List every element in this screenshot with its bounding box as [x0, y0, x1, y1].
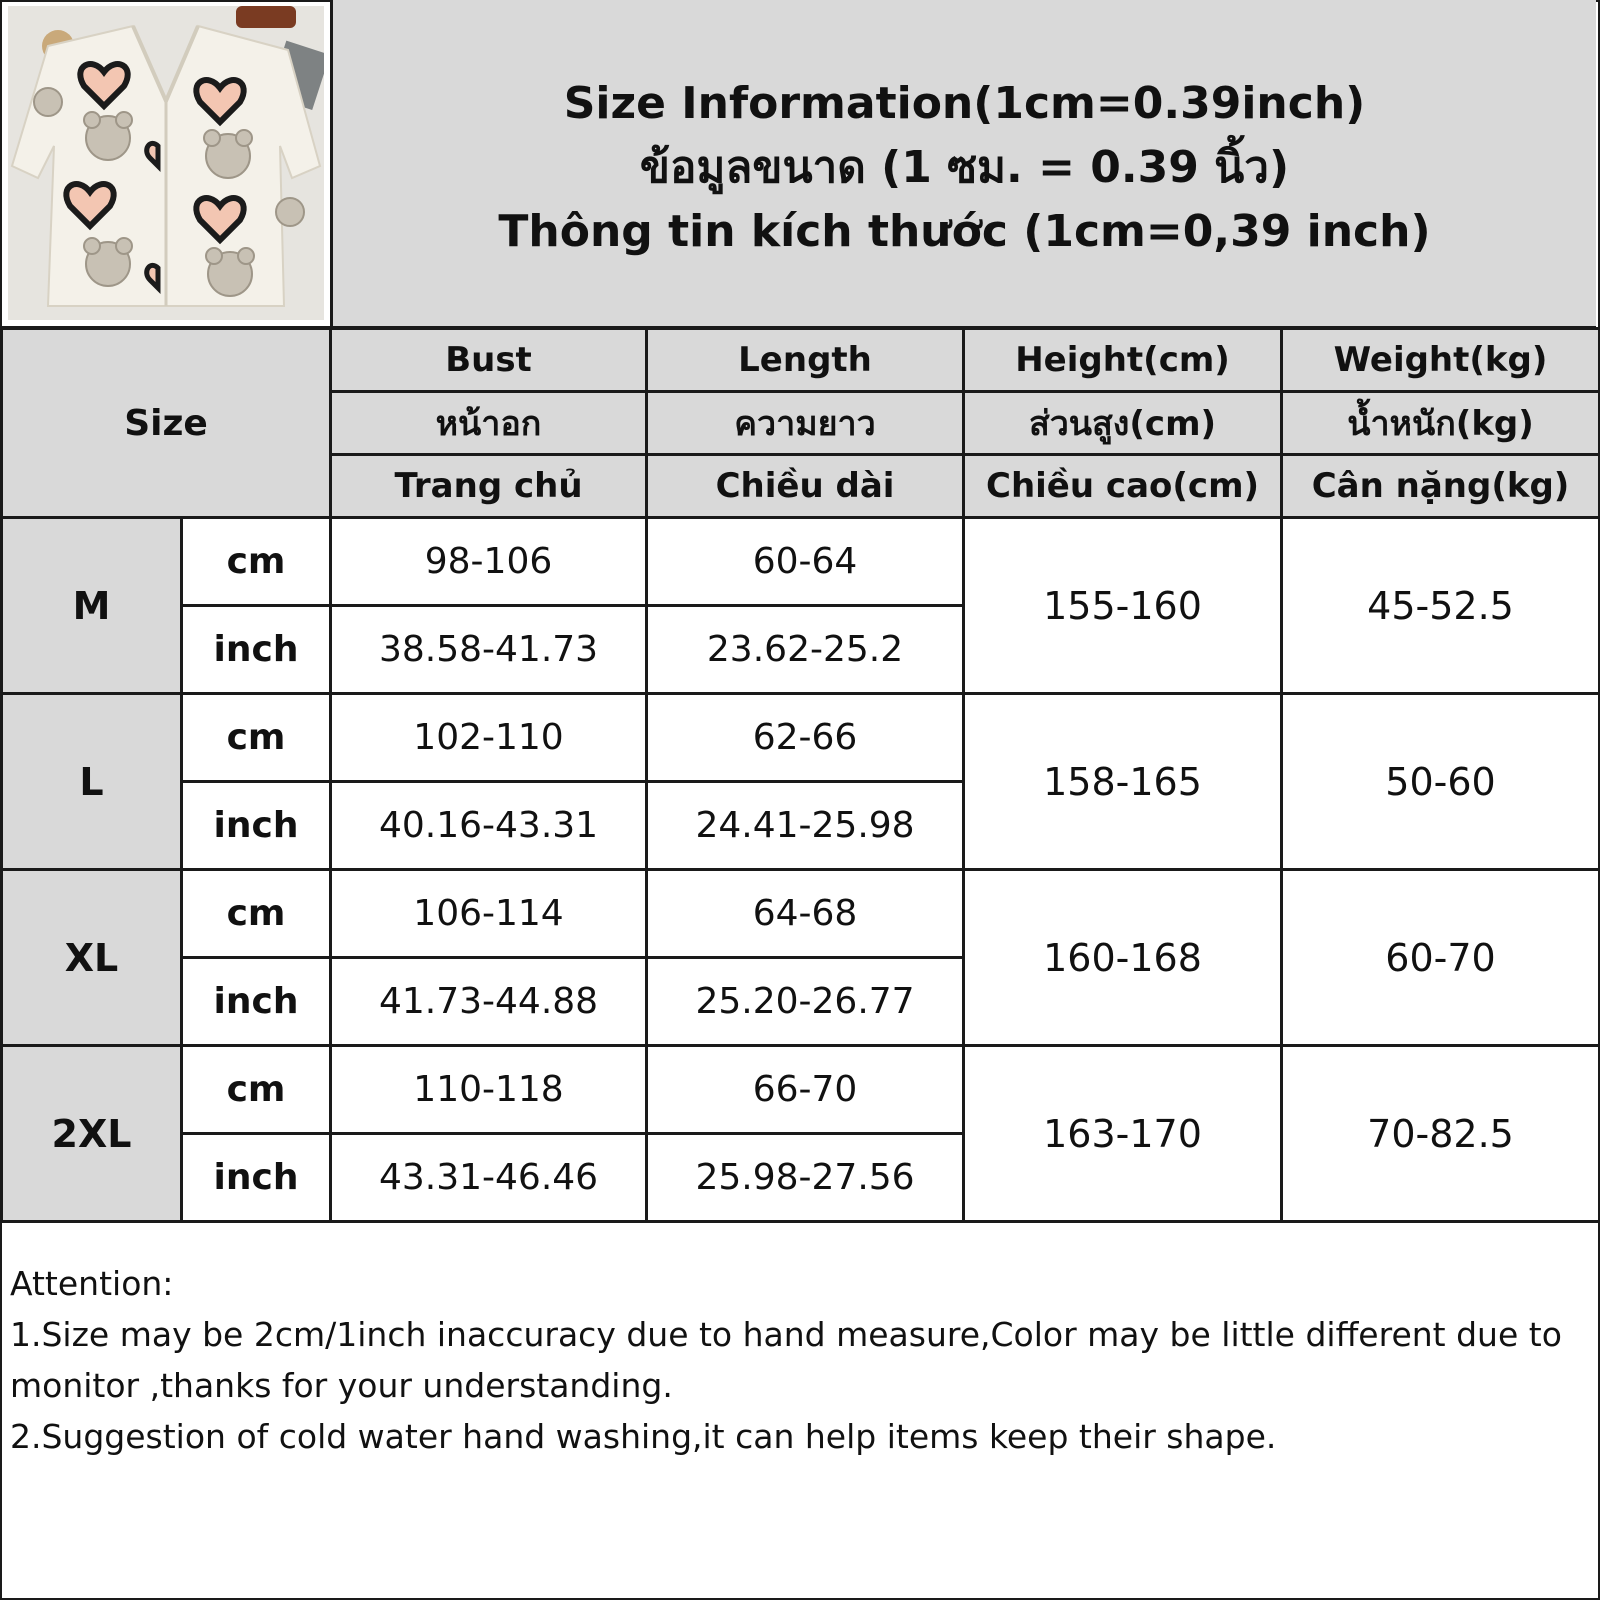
weight-range: 70-82.5	[1282, 1046, 1600, 1222]
unit-cm: cm	[182, 518, 331, 606]
weight-range: 50-60	[1282, 694, 1600, 870]
length-inch: 24.41-25.98	[647, 782, 964, 870]
table-row	[2, 870, 1600, 958]
bust-inch: 38.58-41.73	[331, 606, 647, 694]
col-length-vi: Chiều dài	[647, 455, 964, 518]
title-cell	[333, 0, 1596, 326]
product-image-cell	[0, 0, 333, 326]
length-cm: 62-66	[647, 694, 964, 782]
length-cm: 64-68	[647, 870, 964, 958]
table-row	[2, 694, 1600, 782]
col-weight-th: น้ำหนัก(kg)	[1282, 392, 1600, 455]
bust-cm: 110-118	[331, 1046, 647, 1134]
col-height-vi: Chiều cao(cm)	[964, 455, 1282, 518]
bust-inch: 40.16-43.31	[331, 782, 647, 870]
col-bust-en: Bust	[331, 329, 647, 392]
attention-note-1: 1.Size may be 2cm/1inch inaccuracy due to hand measure,Color may be little different due to monitor ,thanks for your understanding.	[10, 1315, 1562, 1405]
attention-note-2: 2.Suggestion of cold water hand washing,it can help items keep their shape.	[10, 1417, 1277, 1456]
unit-inch: inch	[182, 1134, 331, 1222]
bust-cm: 106-114	[331, 870, 647, 958]
length-inch: 25.98-27.56	[647, 1134, 964, 1222]
attention-heading: Attention:	[10, 1264, 174, 1303]
size-header: Size	[2, 329, 331, 518]
bust-inch: 41.73-44.88	[331, 958, 647, 1046]
height-range: 158-165	[964, 694, 1282, 870]
size-table	[0, 327, 1600, 1223]
height-range: 160-168	[964, 870, 1282, 1046]
col-height-th: ส่วนสูง(cm)	[964, 392, 1282, 455]
height-range: 155-160	[964, 518, 1282, 694]
bust-cm: 102-110	[331, 694, 647, 782]
unit-inch: inch	[182, 958, 331, 1046]
length-inch: 25.20-26.77	[647, 958, 964, 1046]
length-cm: 60-64	[647, 518, 964, 606]
col-bust-th: หน้าอก	[331, 392, 647, 455]
col-length-th: ความยาว	[647, 392, 964, 455]
product-image	[8, 6, 324, 320]
col-bust-vi: Trang chủ	[331, 455, 647, 518]
weight-range: 45-52.5	[1282, 518, 1600, 694]
bust-cm: 98-106	[331, 518, 647, 606]
unit-cm: cm	[182, 870, 331, 958]
height-range: 163-170	[964, 1046, 1282, 1222]
weight-range: 60-70	[1282, 870, 1600, 1046]
size-name: 2XL	[2, 1046, 182, 1222]
col-height-en: Height(cm)	[964, 329, 1282, 392]
col-weight-vi: Cân nặng(kg)	[1282, 455, 1600, 518]
title-thai: ข้อมูลขนาด (1 ซม. = 0.39 นิ้ว)	[639, 142, 1290, 193]
table-row	[2, 1046, 1600, 1134]
title-vietnamese: Thông tin kích thước (1cm=0,39 inch)	[498, 206, 1431, 257]
bust-inch: 43.31-46.46	[331, 1134, 647, 1222]
col-weight-en: Weight(kg)	[1282, 329, 1600, 392]
length-inch: 23.62-25.2	[647, 606, 964, 694]
title-english: Size Information(1cm=0.39inch)	[563, 78, 1366, 129]
unit-cm: cm	[182, 1046, 331, 1134]
header-area	[0, 0, 1596, 329]
col-length-en: Length	[647, 329, 964, 392]
size-name: L	[2, 694, 182, 870]
unit-cm: cm	[182, 694, 331, 782]
size-name: XL	[2, 870, 182, 1046]
unit-inch: inch	[182, 782, 331, 870]
length-cm: 66-70	[647, 1046, 964, 1134]
unit-inch: inch	[182, 606, 331, 694]
attention-notes	[10, 1258, 1590, 1462]
size-name: M	[2, 518, 182, 694]
table-row	[2, 518, 1600, 606]
